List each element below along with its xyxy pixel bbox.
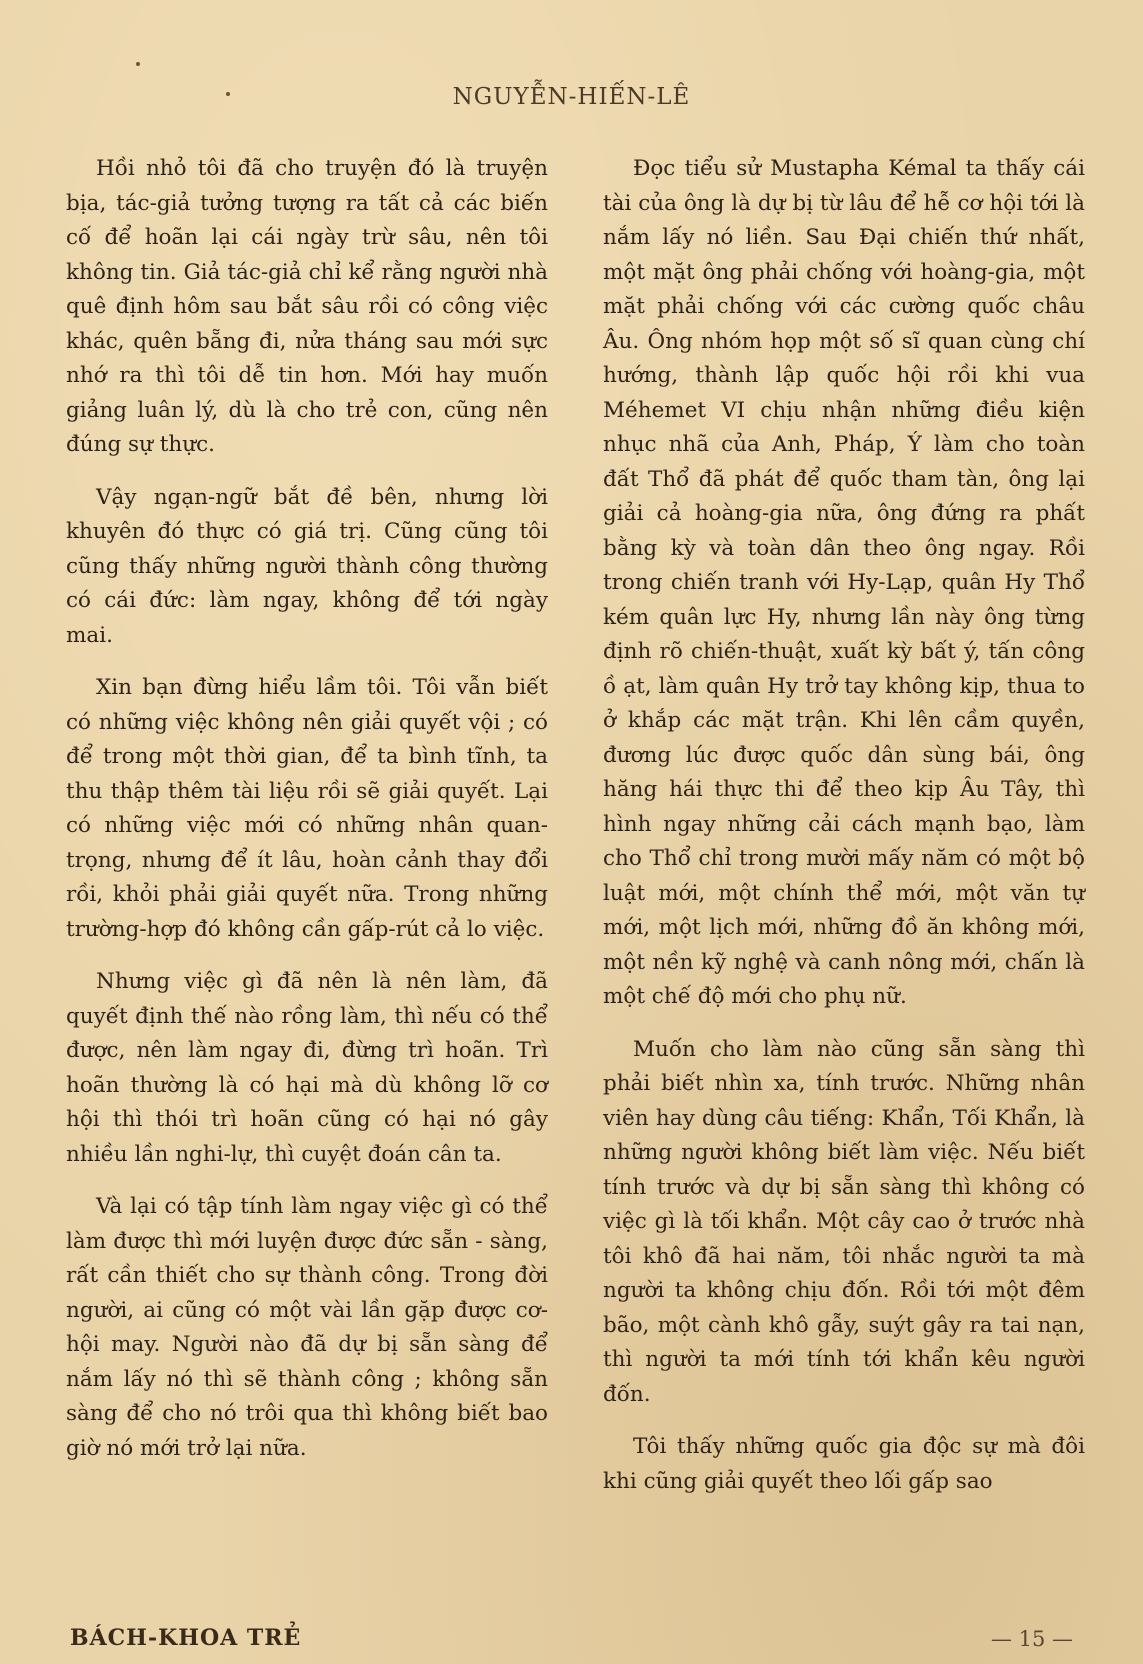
left-column <box>66 152 548 1484</box>
paragraph: Muốn cho làm nào cũng sẵn sàng thì phải biết nhìn xa, tính trước. Những nhân viên hay dùng câu tiếng: Khẩn, Tối Khẩn, là những người không biết làm việc. Nếu biết tính trước và dự bị sẵn sàng thì không có việc gì là tối khẩn. Một cây cao ở trước nhà tôi khô đã hai năm, tôi nhắc người ta mà người ta không chịu đốn. Rồi tới một đêm bão, một cành khô gẫy, suýt gây ra tai nạn, thì người ta mới tính tới khẩn kêu người đốn. <box>603 1036 1085 1407</box>
paragraph: Nhưng việc gì đã nên là nên làm, đã quyết định thế nào rồng làm, thì nếu có thể được, nên làm ngay đi, đừng trì hoãn. Trì hoãn thường là có hại mà dù không lỡ cơ hội thì thói trì hoãn cũng có hại nó gây nhiều lần nghi-lự, thì cuyệt đoán cân ta. <box>66 969 548 1167</box>
ink-speck <box>226 92 230 96</box>
page-number: — 15 — <box>990 1627 1073 1651</box>
paragraph: Đọc tiểu sử Mustapha Kémal ta thấy cái tài của ông là dự bị từ lâu để hễ cơ hội tới là nắm lấy nó liền. Sau Đại chiến thứ nhất, một mặt ông phải chống với hoàng-gia, một mặt phải chống với các cường quốc châu Âu. Ông nhóm họp một số sĩ quan cùng chí hướng, thành lập quốc hội rồi khi vua Méhemet VI chịu nhận những điều kiện nhục nhã của Anh, Pháp, Ý làm cho toàn đất Thổ đã phát để quốc tham tàn, ông lại giải cả hoàng-gia nữa, ông đứng ra phất bằng kỳ và toàn dân theo ông ngay. Rồi trong chiến tranh với Hy-Lạp, quân Hy Thổ kém quân lực Hy, nhưng lần này ông từng định rõ chiến-thuật, xuất kỳ bất ý, tấn công ồ ạt, làm quân Hy trở tay không kịp, thua to ở khắp các mặt trận. Khi lên cầm quyền, đương lúc được quốc dân sùng bái, ông hăng hái thực thi để theo kịp Âu Tây, thì hình ngay những cải cách mạnh bạo, làm cho Thổ chỉ trong mười mấy năm có một bộ luật mới, một chính thể mới, một văn tự mới, một lịch mới, những đồ ăn không mới, một nền kỹ nghệ và canh nông mới, chấn là một chế độ mới cho phụ nữ. <box>603 156 1085 1009</box>
paragraph: Hồi nhỏ tôi đã cho truyện đó là truyện bịa, tác-giả tưởng tượng ra tất cả các biến cố để hoãn lại cái ngày trừ sâu, nên tôi không tin. Giả tác-giả chỉ kể rằng người nhà quê định hôm sau bắt sâu rồi có công việc khác, quên bẵng đi, nửa tháng sau mới sực nhớ ra thì tôi dễ tin hơn. Mới hay muốn giảng luân lý, dù là cho trẻ con, cũng nên đúng sự thực. <box>66 156 548 457</box>
paragraph: Xin bạn đừng hiểu lầm tôi. Tôi vẫn biết có những việc không nên giải quyết vội ; có để trong một thời gian, để ta bình tĩnh, ta thu thập thêm tài liệu rồi sẽ giải quyết. Lại có những việc mới có những nhân quan-trọng, nhưng để ít lâu, hoàn cảnh thay đổi rồi, khỏi phải giải quyết nữa. Trong những trường-hợp đó không cần gấp-rút cả lo việc. <box>66 675 548 942</box>
paragraph: Tôi thấy những quốc gia độc sự mà đôi khi cũng giải quyết theo lối gấp sao <box>603 1434 1085 1494</box>
paragraph: Và lại có tập tính làm ngay việc gì có thể làm được thì mới luyện được đức sẵn - sàng, rất cần thiết cho sự thành công. Trong đời người, ai cũng có một vài lần gặp được cơ-hội may. Người nào đã dự bị sẵn sàng để nắm lấy nó thì sẽ thành công ; không sẵn sàng để cho nó trôi qua thì không biết bao giờ nó mới trở lại nữa. <box>66 1194 548 1461</box>
paragraph: Vậy ngạn-ngữ bắt đề bên, nhưng lời khuyên đó thực có giá trị. Cũng cũng tôi cũng thấy những người thành công thường có cái đức: làm ngay, không để tới ngày mai. <box>66 484 548 648</box>
publication-name: BÁCH-KHOA TRẺ <box>70 1625 302 1651</box>
ink-speck <box>136 62 140 66</box>
right-column <box>603 152 1085 1517</box>
running-header: NGUYỄN-HIẾN-LÊ <box>452 84 691 110</box>
